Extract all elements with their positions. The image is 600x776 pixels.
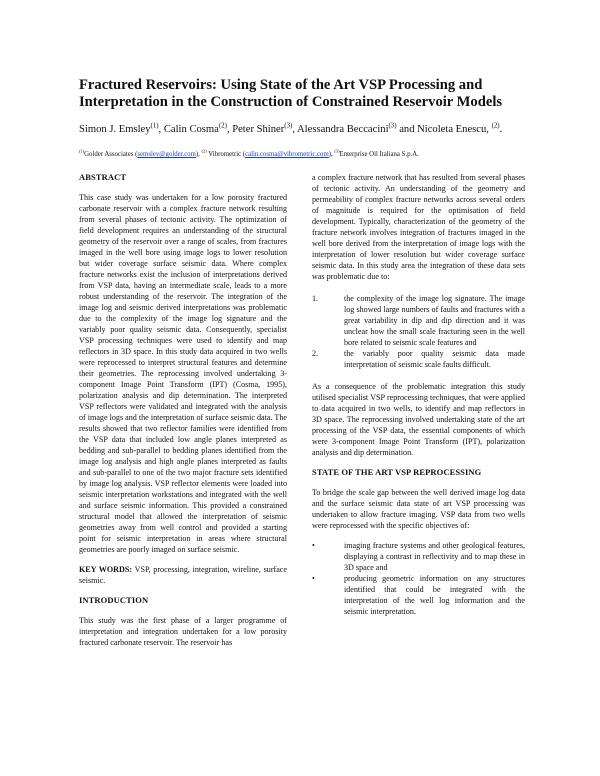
- author-affiliation-mark: (2): [491, 122, 500, 130]
- list-item-text: producing geometric information on any structures identified that could be integrated with the interpretation of the well log information and the seismic interpretation.: [344, 574, 525, 616]
- body-paragraph: As a consequence of the problematic integration this study utilised specialist VSP reprocessing techniques, that were applied to data acquired in two wells, to identify and map reflectors in 3D space. The reprocessing involved undertaking state of the art processing of the VSP data, the essential components of which were 3-component Image Point Transform (IPT), polarization analysis and dip determination.: [312, 382, 525, 457]
- affiliation-mark: (3): [334, 148, 340, 154]
- author-name: Peter Shiner: [232, 124, 285, 135]
- numbered-list: [312, 293, 525, 370]
- author-affiliation-mark: (2): [218, 122, 227, 130]
- bullet-marker: •: [312, 541, 315, 550]
- list-marker: 1.: [312, 294, 319, 303]
- email-link[interactable]: calin.cosma@vibrometric.com: [245, 151, 329, 158]
- list-item: [312, 348, 525, 370]
- author-affiliation-mark: (1): [150, 122, 159, 130]
- author-name: Calin Cosma: [163, 124, 219, 135]
- list-item-text: the complexity of the image log signature. The image log showed large numbers of faults and fractures with a great variability in dip and dip direction and it was unclear how the small scale fracturing seen in the well bore related to seismic scale features and: [344, 294, 525, 347]
- list-item: [312, 573, 525, 617]
- list-item: [312, 540, 525, 573]
- author-separator: ,: [226, 124, 233, 135]
- keywords-text: VSP, processing, integration, wireline, surface seismic.: [79, 565, 287, 585]
- author-name: Simon J. Emsley: [79, 124, 151, 135]
- abstract-text: This case study was undertaken for a low porosity fractured carbonate reservoir with a complex fracture network resulting from several phases of tectonic activity. The optimization of field development requires an understanding of the structural geometry of the reservoir over a range of scales, from fractures imaged in the well bore using image logs to lower resolution but wider coverage surface seismic data. Where complex fracture networks exist the inclusion of interpretations derived from VSP data, having an intermediate scale, leads to a more robust understanding of the reservoir. The integration of the image log and seismic derived interpretations was problematic due to the complexity of the image log signature and the variably poor quality seismic data. Consequently, specialist VSP processing techniques were used to identify and map reflectors in 3D space. In this study data acquired in two wells were reprocessed to interpret structural features and determine their geometries. The reprocessing involved undertaking 3-component Image Point Transform (IPT) (Cosma, 1995), polarization analysis and dip determination. The interpreted VSP reflectors were validated and integrated with the analysis of image logs and the interpretation of surface seismic data. The results showed that two reflector families were identified from the VSP data that included low angle planes interpreted as bedding and sub-parallel to bedding planes identified from the image log analysis and high angle planes interpreted as faults and sub-parallel to one of the two major fracture sets identified by image log analysis. VSP reflector elements were loaded into seismic interpretation workstations and integrated with the well and surface seismic information. This provided a constrained structural model that allowed the interpretation of seismic geometries away from well control and provided a starting point for seismic interpretation in areas where structural geometries are poorly imaged on surface seismic.: [79, 193, 287, 554]
- affiliation-text: ),: [328, 151, 335, 158]
- introduction-text: This study was the first phase of a larger programme of interpretation and integration undertaken for a low porosity fractured carbonate reservoir. The reservoir has: [79, 616, 287, 647]
- bullet-marker: •: [312, 574, 315, 583]
- body-paragraph: To bridge the scale gap between the well derived image log data and the surface seismic data state of art VSP processing was undertaken to allow fracture imaging. VSP data from two wells were reprocessed with the specific objectives of:: [312, 488, 525, 530]
- introduction-heading: INTRODUCTION: [79, 595, 149, 605]
- list-item-text: the variably poor quality seismic data made interpretation of seismic scale faults difficult.: [344, 349, 525, 369]
- author-name: Alessandra Beccacini: [297, 124, 389, 135]
- author-affiliation-mark: (3): [388, 122, 397, 130]
- author-list: [79, 123, 549, 136]
- affiliation-text: Enterprise Oil Italiana S.p.A.: [339, 151, 419, 158]
- author-separator: .: [499, 124, 503, 135]
- affiliation-text: ),: [195, 151, 202, 158]
- affiliation-mark: (2): [201, 148, 207, 154]
- affiliation-text: Golder Associates (: [84, 151, 138, 158]
- list-item-text: imaging fracture systems and other geological features, displaying a contrast in reflectivity and to map these in 3D space and: [344, 541, 525, 572]
- body-paragraph: a complex fracture network that has resulted from several phases of tectonic activity. An understanding of the geometry and permeability of complex fracture networks across several orders of magnitude is required for the optimisation of field development. Typically, characterization of the geometry of the fracture network involves integration of fractures imaged in the well bore derived from the interpretation of image logs with the interpretation of lower resolution but wider coverage surface seismic data. In this study area the integration of these data sets was problematic due to:: [312, 173, 525, 281]
- paper-title: Fractured Reservoirs: Using State of the Art VSP Processing and Interpretation in the Construction of Constrained Reservoir Models: [79, 77, 503, 110]
- email-link[interactable]: semsley@golder.com: [137, 151, 196, 158]
- author-name: Nicoleta Enescu,: [417, 124, 492, 135]
- keywords-label: KEY WORDS:: [79, 565, 133, 574]
- bullet-list: [312, 540, 525, 617]
- left-column: [79, 172, 287, 657]
- affiliation-mark: (1): [79, 148, 85, 154]
- section-heading: STATE OF THE ART VSP REPROCESSING: [312, 467, 482, 477]
- abstract-heading: ABSTRACT: [79, 172, 127, 182]
- author-affiliation-mark: (3): [284, 122, 293, 130]
- author-separator: and: [396, 124, 418, 135]
- author-separator: ,: [292, 124, 298, 135]
- list-item: [312, 293, 525, 348]
- right-column: [312, 172, 525, 626]
- list-marker: 2.: [312, 349, 319, 358]
- keywords: [79, 564, 287, 586]
- author-separator: ,: [158, 124, 164, 135]
- affiliations: [79, 150, 549, 159]
- affiliation-text: Vibrometric (: [206, 151, 246, 158]
